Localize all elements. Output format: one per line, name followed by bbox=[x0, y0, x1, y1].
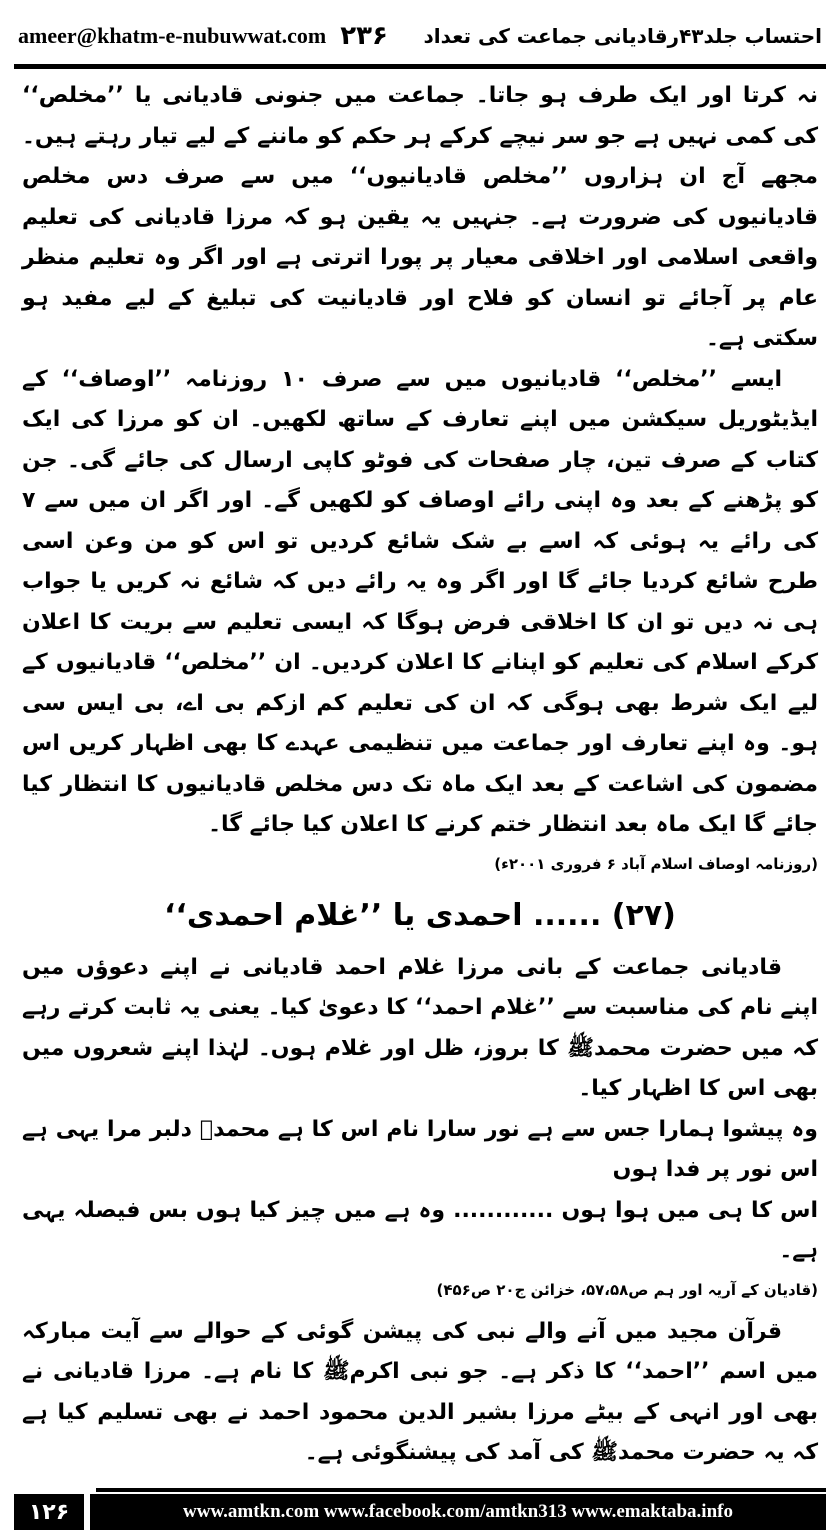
header-rule bbox=[14, 64, 826, 69]
footer-page-number: ۱۲۶ bbox=[14, 1494, 84, 1530]
body-paragraph: ایسے ’’مخلص‘‘ قادیانیوں میں سے صرف ۱۰ روزنامہ ’’اوصاف‘‘ کے ایڈیٹوریل سیکشن میں اپنے تعارف کے ساتھ لکھیں۔ ان کو مرزا کی ایک کتاب کے صرف تین، چار صفحات کی فوٹو کاپی ارسال کی جائے گی۔ جن کو پڑھنے کے بعد وہ اپنی رائے اوصاف کو لکھیں گے۔ اور اگر ان میں سے ۷ کی رائے یہ ہوئی کہ اسے بے شک شائع کردیں تو اس کو من وعن اسی طرح شائع کردیا جائے گا اور اگر وہ یہ رائے دیں کہ شائع نہ کریں یا جواب ہی نہ دیں تو ان کا اخلاقی فرض ہوگا کہ ایسی تعلیم سے بریت کا اعلان کرکے اسلام کی تعلیم کو اپنانے کا اعلان کردیں۔ ان ’’مخلص‘‘ قادیانیوں کے لیے ایک شرط بھی ہوگی کہ ان کی تعلیم کم ازکم بی اے، بی ایس سی ہو۔ وہ اپنے تعارف اور جماعت میں تنظیمی عہدے کا بھی اظہار کریں اس مضمون کی اشاعت کے بعد ایک ماہ تک دس مخلص قادیانیوں کا انتظار کیا جائے گا ایک ماہ بعد انتظار ختم کرنے کا اعلان کیا جائے گا۔ bbox=[22, 366, 818, 837]
footer-rule bbox=[96, 1488, 826, 1492]
citation: (قادیان کے آریہ اور ہم ص۵۷،۵۸، خزائن ج۲۰ ص۴۵۶) bbox=[436, 1280, 818, 1299]
page-footer bbox=[14, 1494, 826, 1530]
header-left-group bbox=[18, 21, 388, 51]
body-paragraph: قادیانی جماعت کے بانی مرزا غلام احمد قادیانی نے اپنے دعوؤں میں اپنے نام کی مناسبت سے ’’غلام احمد‘‘ کا دعویٰ کیا۔ یعنی یہ ثابت کرتے رہے کہ میں حضرت محمدﷺ کا بروز، ظل اور غلام ہوں۔ لہٰذا اپنے شعروں میں بھی اس کا اظہار کیا۔ bbox=[22, 954, 818, 1101]
footer-links[interactable]: www.amtkn.com www.facebook.com/amtkn313 www.emaktaba.info bbox=[90, 1494, 826, 1530]
page-header bbox=[18, 14, 822, 58]
header-email[interactable]: ameer@khatm-e-nubuwwat.com bbox=[18, 23, 327, 48]
poem-line: اس کا ہی میں ہوا ہوں ............ وہ ہے میں چیز کیا ہوں بس فیصلہ یہی ہے۔ bbox=[22, 1197, 818, 1263]
header-running-title: احتساب جلد۴۳رقادیانی جماعت کی تعداد bbox=[423, 24, 822, 48]
header-page-number: ۲۳۶ bbox=[340, 21, 388, 51]
body-paragraph: قرآن مجید میں آنے والے نبی کی پیشن گوئی کے حوالے سے آیت مبارکہ میں اسم ’’احمد‘‘ کا ذکر ہے۔ جو نبی اکرمﷺ کا نام ہے۔ مرزا قادیانی نے بھی اور انہی کے بیٹے مرزا بشیر الدین محمود احمد نے بھی تسلیم کیا ہے کہ یہ حضرت محمدﷺ کی آمد کی پیشنگوئی ہے۔ bbox=[22, 1318, 818, 1465]
page-body bbox=[22, 76, 818, 1474]
poem-line: وہ پیشوا ہمارا جس سے ہے نور سارا نام اس کا ہے محمدؐ دلبر مرا یہی ہے اس نور پر فدا ہوں bbox=[22, 1116, 818, 1182]
body-paragraph: نہ کرتا اور ایک طرف ہو جاتا۔ جماعت میں جنونی قادیانی یا ’’مخلص‘‘ کی کمی نہیں ہے جو سر نیچے کرکے ہر حکم کو ماننے کے لیے تیار رہتے ہیں۔ مجھے آج ان ہزاروں ’’مخلص قادیانیوں‘‘ میں سے صرف دس مخلص قادیانیوں کی ضرورت ہے۔ جنہیں یہ یقین ہو کہ مرزا قادیانی کی تعلیم واقعی اسلامی اور اخلاقی معیار پر پورا اترتی ہے اور اگر وہ تعلیم منظر عام پر آجائے تو انسان کو فلاح اور قادیانیت کی تبلیغ کے لیے مفید ہو سکتی ہے۔ bbox=[22, 83, 818, 351]
citation: (روزنامہ اوصاف اسلام آباد ۶ فروری ۲۰۰۱ء) bbox=[494, 854, 818, 873]
section-heading: (۲۷) ...... احمدی یا ’’غلام احمدی‘‘ bbox=[164, 897, 676, 933]
